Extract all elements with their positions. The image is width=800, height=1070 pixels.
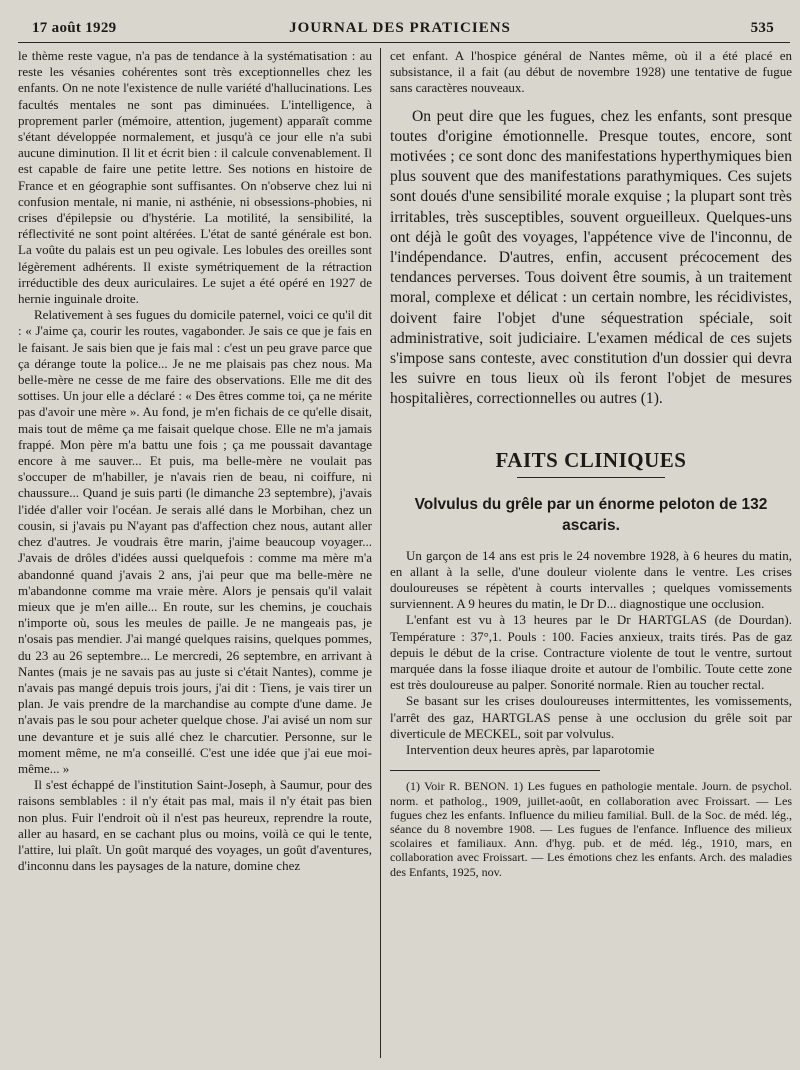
page-number: 535 — [750, 20, 774, 36]
left-paragraph-3: Il s'est échappé de l'institution Saint-Joseph, à Saumur, pour des raisons semblables : il n'y était pas mal, mais il n'y était pas bien non plus. Fuir l'endroit où il n'est pas heureux, reprendre la route, aller au hasard, en se cachant plus ou moins, voilà ce qui le tente, l'attire, lui plaît. Un goût marqué des voyages, un goût d'aventures, d'inconnu dans les paysages de la nature, domine chez — [18, 777, 372, 874]
column-divider — [380, 48, 381, 1058]
section-heading: FAITS CLINIQUES — [495, 447, 687, 472]
left-column — [18, 48, 372, 874]
two-column-body — [18, 48, 792, 1070]
case-paragraph-1: Un garçon de 14 ans est pris le 24 novembre 1928, à 6 heures du matin, en allant à la selle, d'une douleur violente dans le ventre. Les crises douloureuses se répètent à courts intervalles ; quelques vomissements surviennent. A 9 heures du matin, le Dr D... diagnostique une occlusion. — [390, 547, 792, 612]
article-title: Volvulus du grêle par un énorme peloton de 132 ascaris. — [414, 495, 768, 534]
case-paragraph-4: Intervention deux heures après, par laparotomie — [406, 742, 655, 758]
case-report — [390, 548, 792, 759]
header-rule — [18, 42, 790, 43]
case-paragraph-3: Se basant sur les crises douloureuses intermittentes, les vomissements, l'arrêt des gaz, HARTGLAS pense à une occlusion du grêle soit par diverticule de MECKEL, soit par volvulus. — [390, 693, 792, 741]
left-paragraph-1: le thème reste vague, n'a pas de tendance à la systématisation : au reste les vésanies cohérentes sont très exceptionnelles chez les enfants. On ne note l'existence de nulle variété d'hallucinations. Les facultés mentales ne sont pas diminuées. L'intelligence, à proprement parler (mémoire, attention, jugement) apparaît comme s'étant développée normalement, et jusqu'à ce jour elle n'a subi aucune diminution. Il lit et écrit bien : il calcule convenablement. Il est capable de faire une petite lettre. Ses notions en histoire de France et en géographie sont suffisantes. On n'observe chez lui ni confusion mentale, ni manie, ni asthénie, ni obsessions-phobies, ni crises d'épilepsie ou d'hystérie. La motilité, la sensibilité, la réflectivité ne sont point altérées. L'état de santé générale est bon. La voûte du palais est un peu ogivale. Les lobules des oreilles sont légèrement adhérents. Il existe symétriquement de la rétraction irréductible des deux auriculaires. Le sujet a été opéré en 1927 de hernie inguinale droite. — [18, 48, 372, 307]
journal-title: JOURNAL DES PRATICIENS — [289, 20, 511, 36]
page-header — [18, 14, 782, 38]
footnote-rule — [390, 770, 600, 771]
right-continuation-paragraph: cet enfant. A l'hospice général de Nantes même, où il a été placé en subsistance, il a fait (au début de novembre 1928) une tentative de fugue sans caractères nouveaux. — [390, 48, 792, 96]
case-paragraph-2: L'enfant est vu à 13 heures par le Dr HARTGLAS (de Dourdan). Température : 37°,1. Pouls : 100. Facies anxieux, traits tirés. Pas de gaz depuis le début de la crise. Contracture violente de tout le ventre, surtout marquée dans la fosse iliaque droite et autour de l'ombilic. Toute cette zone est très douloureuse au palper. Sonorité normale. Rien au toucher rectal. — [390, 612, 792, 693]
right-column — [390, 48, 792, 879]
section-heading-rule — [517, 477, 665, 478]
left-paragraph-2: Relativement à ses fugues du domicile paternel, voici ce qu'il dit : « J'aime ça, courir les routes, vagabonder. Je sais ce que je fais en le faisant. Je sais bien que je fais mal : c'est un peu grave parce que ça dérange toute la police... Je ne me plaisais pas chez nous. Ma belle-mère ne cesse de me faire des observations. Elle me dit des sottises. Un jour elle a déclaré : « Des êtres comme toi, ça ne mérite pas d'avoir une mère ». Au fond, je m'en fichais de ce qu'elle disait, mais tout de même ça me faisait quelque chose. Elle ne m'a jamais frappé. Mon père m'a battu une fois ; ça me poussait davantage encore à me sauver... Et puis, ma belle-mère ne voulait pas s'occuper de m'habiller, je n'avais rien de beau, ni coiffure, ni chaussure... Quand je suis parti (le dimanche 23 septembre), j'avais l'idée d'aller voir l'océan. Je serais allé dans le Morbihan, chez un cousin, si j'avais pu N'ayant pas d'affection chez nous, autant aller chez d'autres. Je voudrais être marin, j'aime beaucoup voyager... J'avais de drôles d'idées aussi quelquefois : comme ma mère m'a abandonné quand j'avais 2 ans, j'ai peur que ma belle-mère ne m'abandonne comme ma vraie mère. Alors je pensais qu'il valait mieux que je m'en aille... En route, sur les chemins, je couchais n'importe où, sous les meules de paille. Je ne mangeais pas, je n'osais pas mendier. J'ai mangé quelques raisins, quelques pommes, du 23 au 26 septembre... Le mercredi, 26 septembre, en arrivant à Nantes (mais je ne savais pas au juste si c'était Nantes), comme je n'avais pas mangé depuis trois jours, j'ai dit : Tiens, je vais tirer un plan. Je vais prendre de la marchandise au compte d'une dame. Je n'avais pas le sou pour acheter quelque chose. J'ai avisé un nom sur une devanture et je suis allé chez le charcutier. Personne, sur le moment même, ne m'a conseillé. C'est une idée que j'ai eue moi-même... » — [18, 307, 372, 776]
footnote: (1) Voir R. BENON. 1) Les fugues en pathologie mentale. Journ. de psychol. norm. et patholog., 1909, juillet-août, en collaboration avec Froissart. — Les fugues chez les enfants. Influence du milieu familial. Bull. de la Soc. de méd. lég., séance du 8 novembre 1908. — Les fugues de l'enfance. Influence des milieux scolaires et familiaux. Ann. d'hyg. pub. et de méd. lég., 1910, mars, en collaboration avec Froissart. — Les émotions chez les enfants. Arch. des maladies des Enfants, 1925, nov. — [390, 779, 792, 879]
conclusion-paragraph: On peut dire que les fugues, chez les enfants, sont presque toutes d'origine émotionnelle. Presque toutes, encore, sont motivées ; ce sont donc des manifestations hyperthymiques bien plus souvent que des manifestations parathymiques. Ces sujets sont doués d'une sensibilité morale exquise ; la plupart sont très irritables, très susceptibles, souvent orgueilleux. Quelques-uns ont déjà le goût des voyages, l'appétence vive de l'inconnu, de l'indépendance. D'autres, enfin, accusent précocement des tendances perverses. Tous doivent être soumis, à un traitement moral, complexe et délicat : un certain nombre, les récidivistes, doivent faire l'objet d'une séquestration spéciale, soit administrative, soit judiciaire. L'examen médical de ces sujets s'impose sans conteste, avec constitution d'un dossier qui devra les suivre en tous lieux où ils feront l'objet de mesures hospitalières, correctionnelles ou autres (1). — [390, 107, 792, 408]
header-date: 17 août 1929 — [32, 20, 117, 36]
